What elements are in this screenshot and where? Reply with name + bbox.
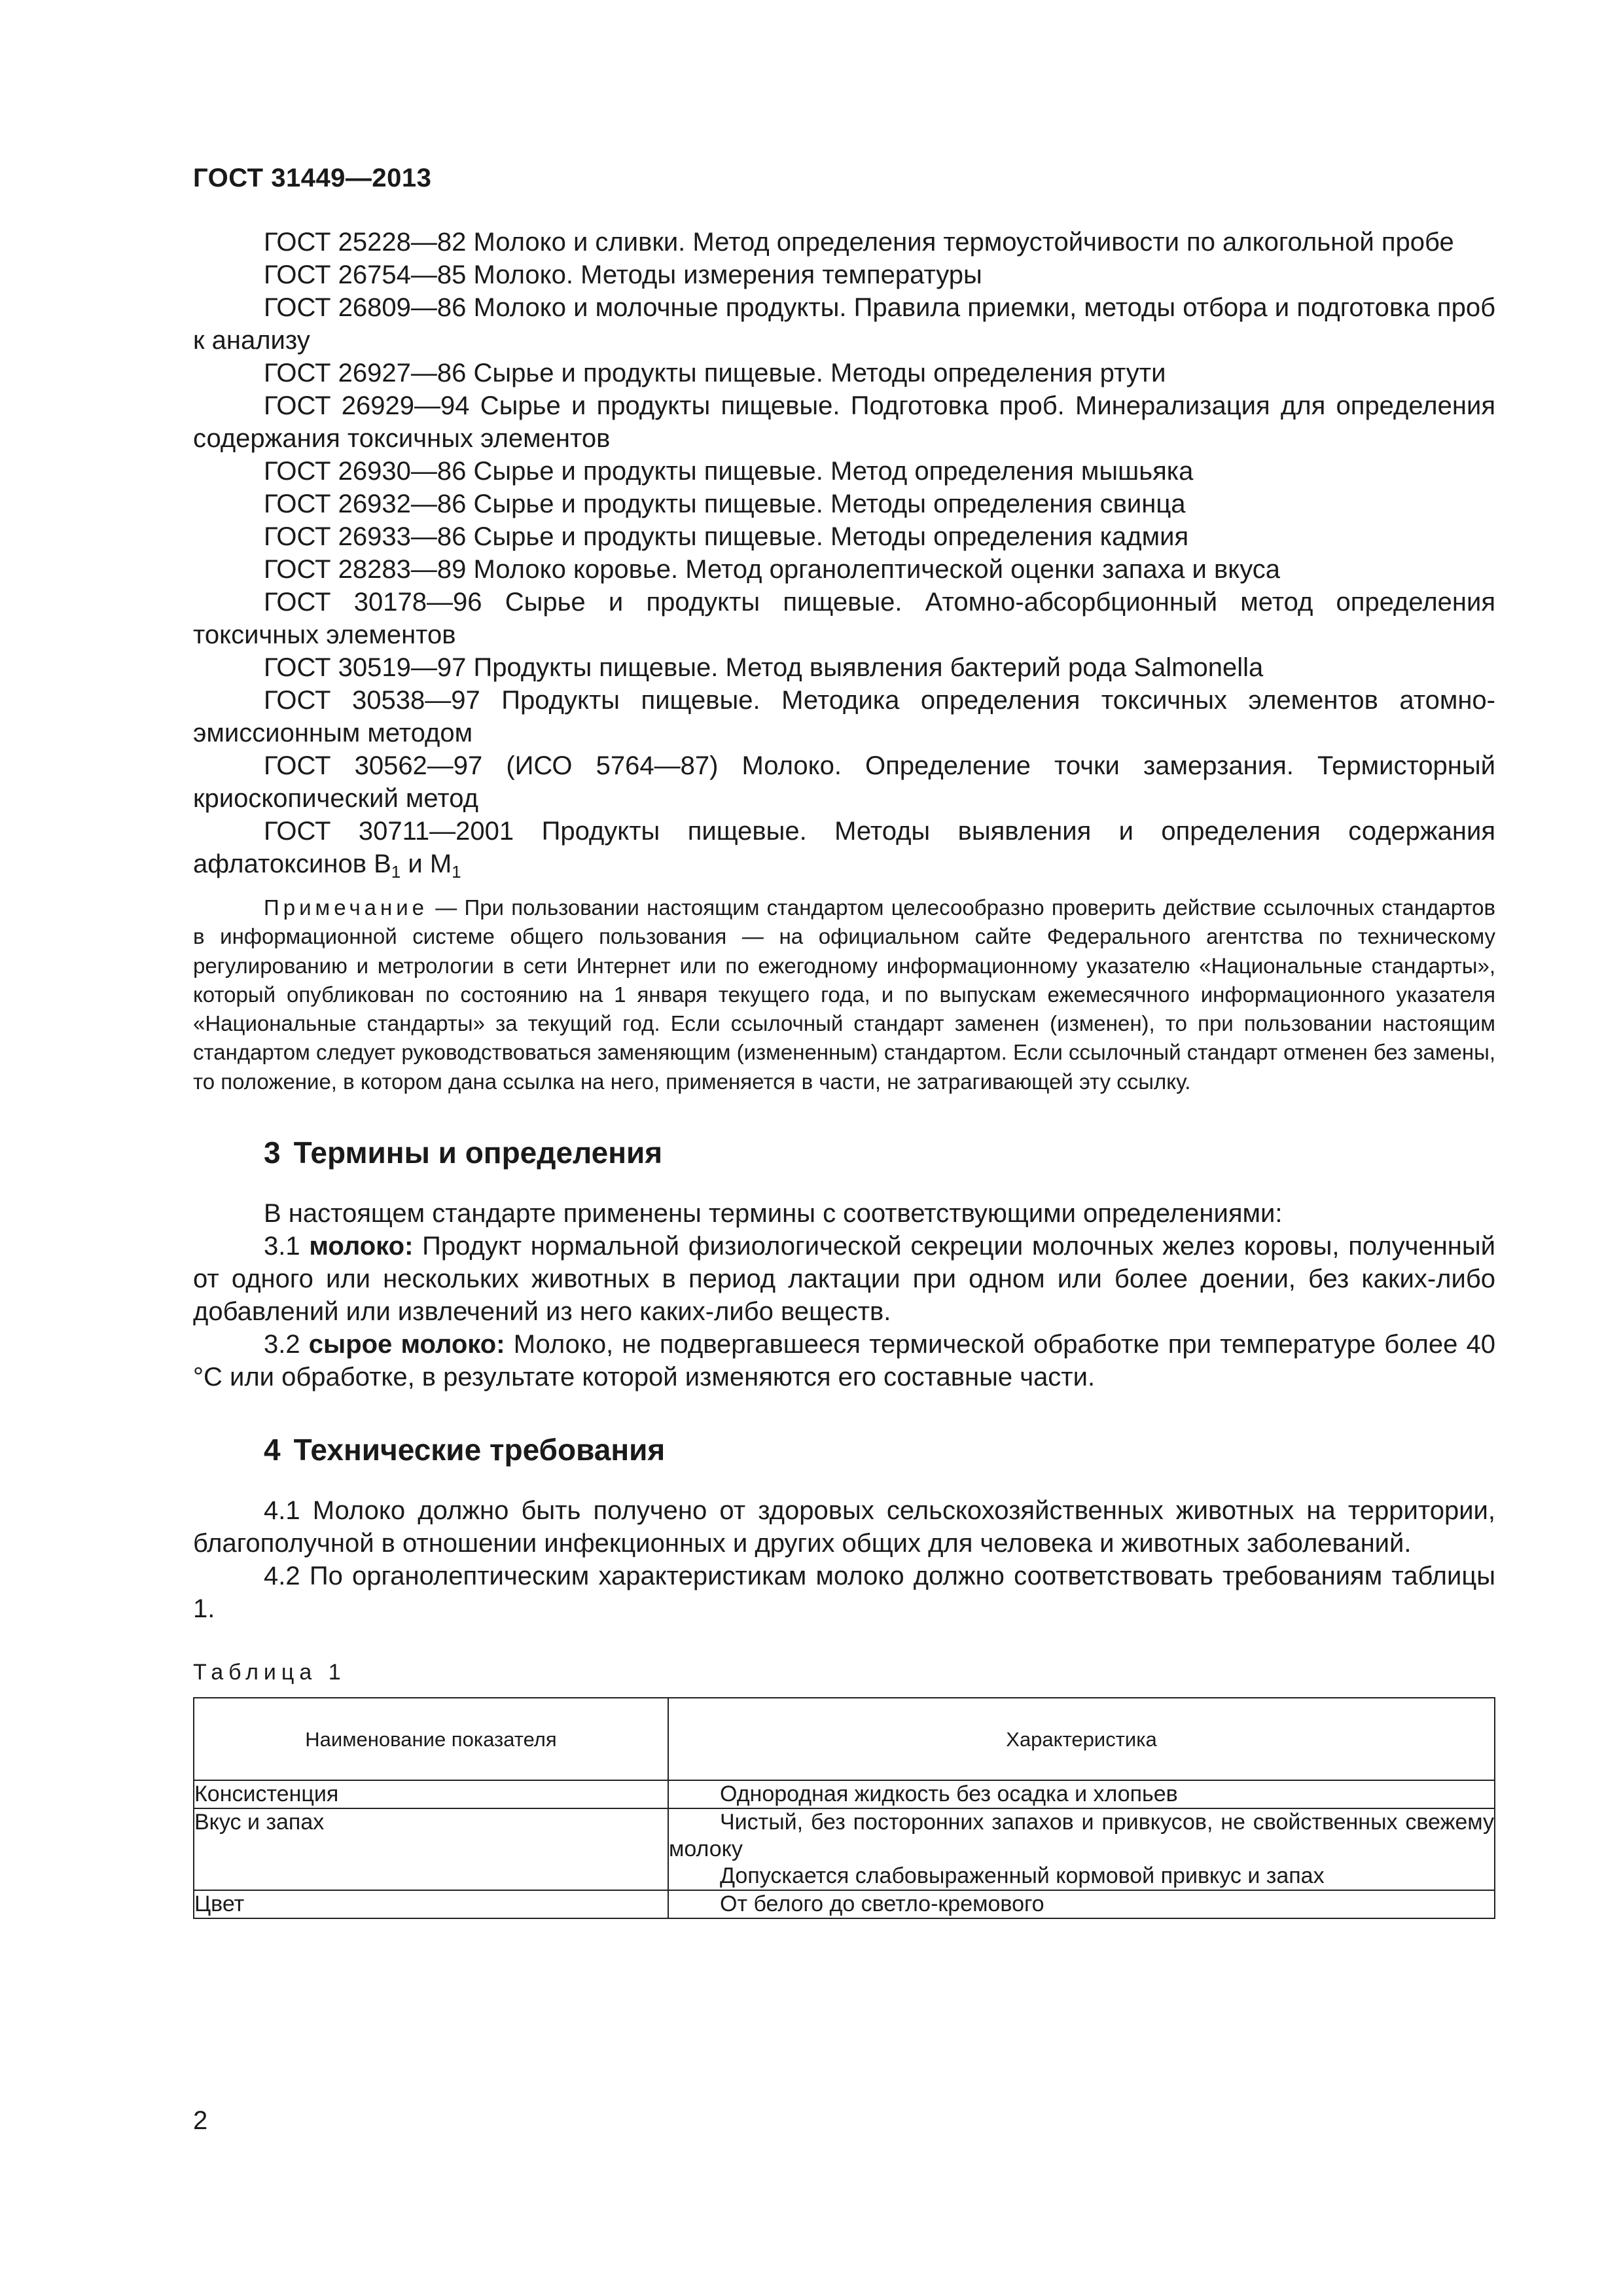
- organoleptic-table: [193, 1697, 1495, 1919]
- section-4-heading: 4 Технические требования: [264, 1433, 666, 1467]
- table-cell-characteristic: Однородная жидкость без осадка и хлопьев: [668, 1780, 1495, 1808]
- term-name: молоко:: [309, 1232, 414, 1261]
- reference-item: ГОСТ 26929—94 Сырье и продукты пищевые. Подготовка проб. Минерализация для определения содержания токсичных элементов: [193, 391, 1495, 453]
- requirement-4-2: 4.2 По органолептическим характеристикам молоко должно соответствовать требованиям таблицы 1.: [193, 1562, 1495, 1624]
- reference-item: ГОСТ 30178—96 Сырье и продукты пищевые. Атомно-абсорбционный метод определения токсичных элементов: [193, 588, 1495, 649]
- reference-item: ГОСТ 26754—85 Молоко. Методы измерения температуры: [264, 260, 982, 289]
- reference-item: ГОСТ 26930—86 Сырье и продукты пищевые. Метод определения мышьяка: [264, 457, 1194, 486]
- section-3-heading: 3 Термины и определения: [264, 1136, 663, 1170]
- reference-item: ГОСТ 26933—86 Сырье и продукты пищевые. Методы определения кадмия: [264, 522, 1189, 551]
- page-content: [193, 226, 1495, 1919]
- reference-item: ГОСТ 28283—89 Молоко коровье. Метод органолептической оценки запаха и вкуса: [264, 555, 1280, 584]
- document-code-header: ГОСТ 31449—2013: [193, 164, 432, 192]
- table-cell-characteristic: От белого до светло-кремового: [668, 1890, 1495, 1918]
- reference-note: [193, 893, 1495, 1096]
- term-milk: 3.1 молоко: Продукт нормальной физиологической секреции молочных желез коровы, полученный от одного или нескольких животных в период лактации при одном или более доении, без каких-либо добавлений или извлечений из него каких-либо веществ.: [193, 1232, 1495, 1327]
- page-number: 2: [193, 2106, 208, 2135]
- term-name: сырое молоко:: [308, 1330, 505, 1359]
- table-header-indicator: Наименование показателя: [194, 1698, 668, 1780]
- table-row: [194, 1890, 1495, 1918]
- reference-item: ГОСТ 30538—97 Продукты пищевые. Методика определения токсичных элементов атомно-эмиссионным методом: [193, 686, 1495, 747]
- reference-item: ГОСТ 26927—86 Сырье и продукты пищевые. Методы определения ртути: [264, 359, 1166, 387]
- table-1-caption: Таблица 1: [193, 1660, 346, 1685]
- reference-item: ГОСТ 25228—82 Молоко и сливки. Метод определения термоустойчивости по алкогольной пробе: [264, 228, 1454, 257]
- reference-item: ГОСТ 30562—97 (ИСО 5764—87) Молоко. Определение точки замерзания. Термисторный криоскопический метод: [193, 751, 1495, 813]
- table-cell-characteristic: Чистый, без посторонних запахов и привкусов, не свойственных свежему молоку Допускается слабовыраженный кормовой привкус и запах: [668, 1808, 1495, 1890]
- requirement-4-1: 4.1 Молоко должно быть получено от здоровых сельскохозяйственных животных на территории, благополучной в отношении инфекционных и других общих для человека и животных заболеваний.: [193, 1496, 1495, 1558]
- normative-references-list: [193, 226, 1495, 880]
- reference-item: ГОСТ 30519—97 Продукты пищевые. Метод выявления бактерий рода Salmonella: [264, 653, 1264, 682]
- reference-item: ГОСТ 26809—86 Молоко и молочные продукты. Правила приемки, методы отбора и подготовка проб к анализу: [193, 293, 1495, 355]
- table-cell-indicator: Цвет: [194, 1890, 668, 1918]
- reference-item-aflatoxins: ГОСТ 30711—2001 Продукты пищевые. Методы выявления и определения содержания афлатоксинов $B_1$ и $M_1$: [193, 817, 1495, 882]
- table-header-characteristic: Характеристика: [668, 1698, 1495, 1780]
- section-3-intro: В настоящем стандарте применены термины с соответствующими определениями:: [264, 1199, 1283, 1229]
- note-label: Примечание: [264, 895, 429, 920]
- note-text: — При пользовании настоящим стандартом целесообразно проверить действие ссылочных стандартов в информационной системе общего пользования — на официальном сайте Федерального агентства по техническому регулированию и метрологии в сети Интернет или по ежегодному информационному указателю «Национальные стандарты», который опубликован по состоянию на 1 января текущего года, и по выпускам ежемесячного информационного указателя «Национальные стандарты» за текущий год. Если ссылочный стандарт заменен (изменен), то при пользовании настоящим стандартом следует руководствоваться заменяющим (измененным) стандартом. Если ссылочный стандарт отменен без замены, то положение, в котором дана ссылка на него, применяется в части, не затрагивающей эту ссылку.: [193, 895, 1495, 1094]
- table-header-row: [194, 1698, 1495, 1780]
- table-row: [194, 1780, 1495, 1808]
- table-cell-indicator: Консистенция: [194, 1780, 668, 1808]
- table-cell-indicator: Вкус и запах: [194, 1808, 668, 1890]
- term-raw-milk: 3.2 сырое молоко: Молоко, не подвергавшееся термической обработке при температуре более 40 °С или обработке, в результате которой изменяются его составные части.: [193, 1330, 1495, 1392]
- reference-item: ГОСТ 26932—86 Сырье и продукты пищевые. Методы определения свинца: [264, 490, 1186, 518]
- table-row: [194, 1808, 1495, 1890]
